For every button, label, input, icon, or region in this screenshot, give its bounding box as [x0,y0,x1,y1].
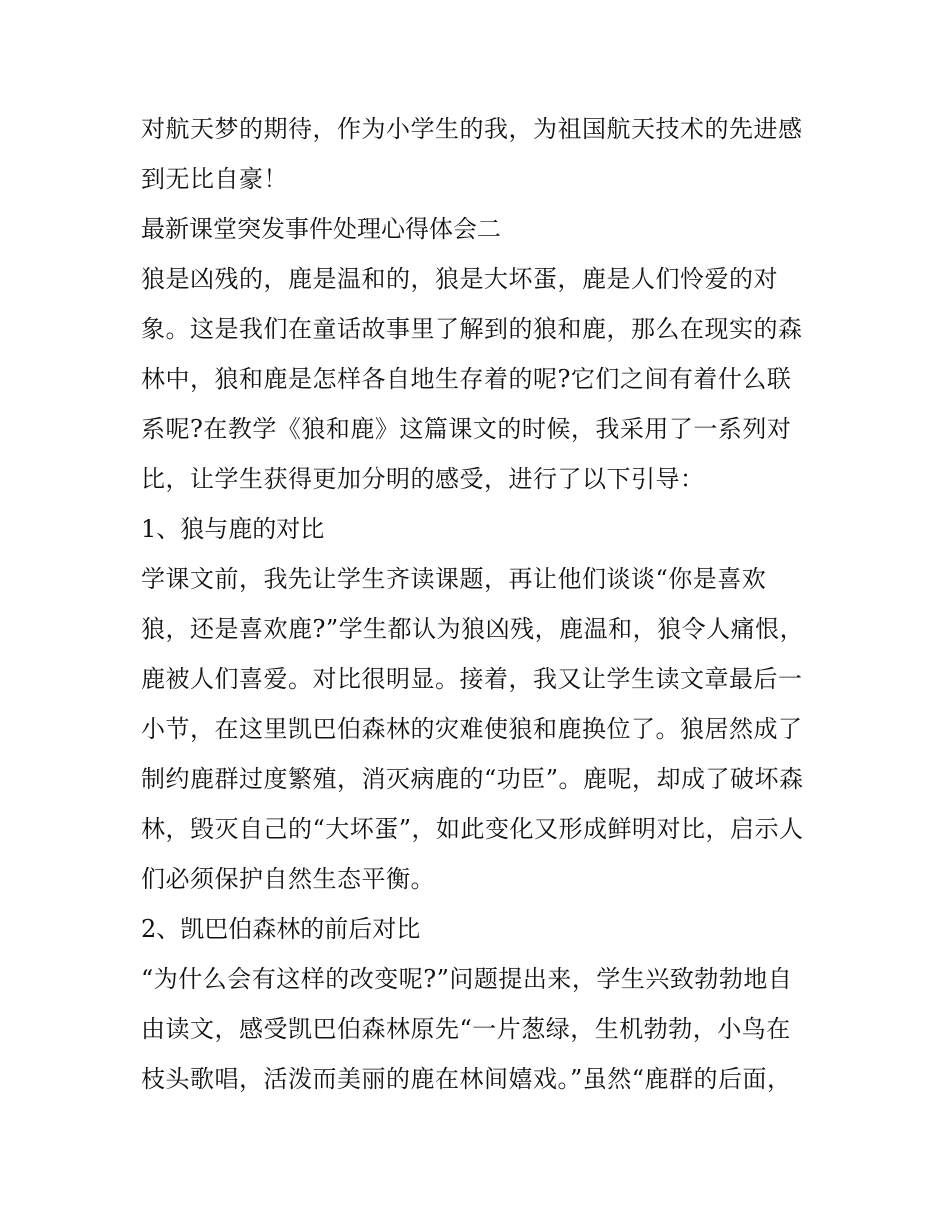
text-line: 比，让学生获得更加分明的感受，进行了以下引导： [141,465,705,493]
text-line: 小节，在这里凯巴伯森林的灾难使狼和鹿换位了。狼居然成了 [141,715,803,743]
text-line: 由读文，感受凯巴伯森林原先“一片葱绿，生机勃勃，小鸟在 [141,1015,791,1043]
text-line: 学课文前，我先让学生齐读课题，再让他们谈谈“你是喜欢 [141,565,767,593]
text-line: 林，毁灭自己的“大坏蛋”，如此变化又形成鲜明对比，启示人 [141,815,804,843]
text-line: 枝头歌唱，活泼而美丽的鹿在林间嬉戏。”虽然“鹿群的后面， [141,1065,792,1093]
subsection-heading: 2、凯巴伯森林的前后对比 [141,915,421,943]
text-line: 到无比自豪！ [141,165,288,193]
text-line: 狼，还是喜欢鹿?”学生都认为狼凶残，鹿温和，狼令人痛恨， [141,615,805,643]
text-line: 鹿被人们喜爱。对比很明显。接着，我又让学生读文章最后一 [141,665,803,693]
text-line: 们必须保护自然生态平衡。 [141,865,435,893]
subsection-heading: 1、狼与鹿的对比 [141,515,325,543]
section-title: 最新课堂突发事件处理心得体会二 [141,215,501,243]
text-line: 对航天梦的期待，作为小学生的我，为祖国航天技术的先进感 [141,115,803,143]
text-line: 象。这是我们在童话故事里了解到的狼和鹿，那么在现实的森 [141,315,803,343]
text-line: 制约鹿群过度繁殖，消灭病鹿的“功臣”。鹿呢，却成了破坏森 [141,765,804,793]
text-line: 狼是凶残的，鹿是温和的，狼是大坏蛋，鹿是人们怜爱的对 [141,265,778,293]
document-body [141,104,821,1104]
text-line: 系呢?在教学《狼和鹿》这篇课文的时候，我采用了一系列对 [141,415,792,443]
text-line: “为什么会有这样的改变呢?”问题提出来，学生兴致勃勃地自 [141,965,793,993]
text-line: 林中，狼和鹿是怎样各自地生存着的呢?它们之间有着什么联 [141,365,792,393]
